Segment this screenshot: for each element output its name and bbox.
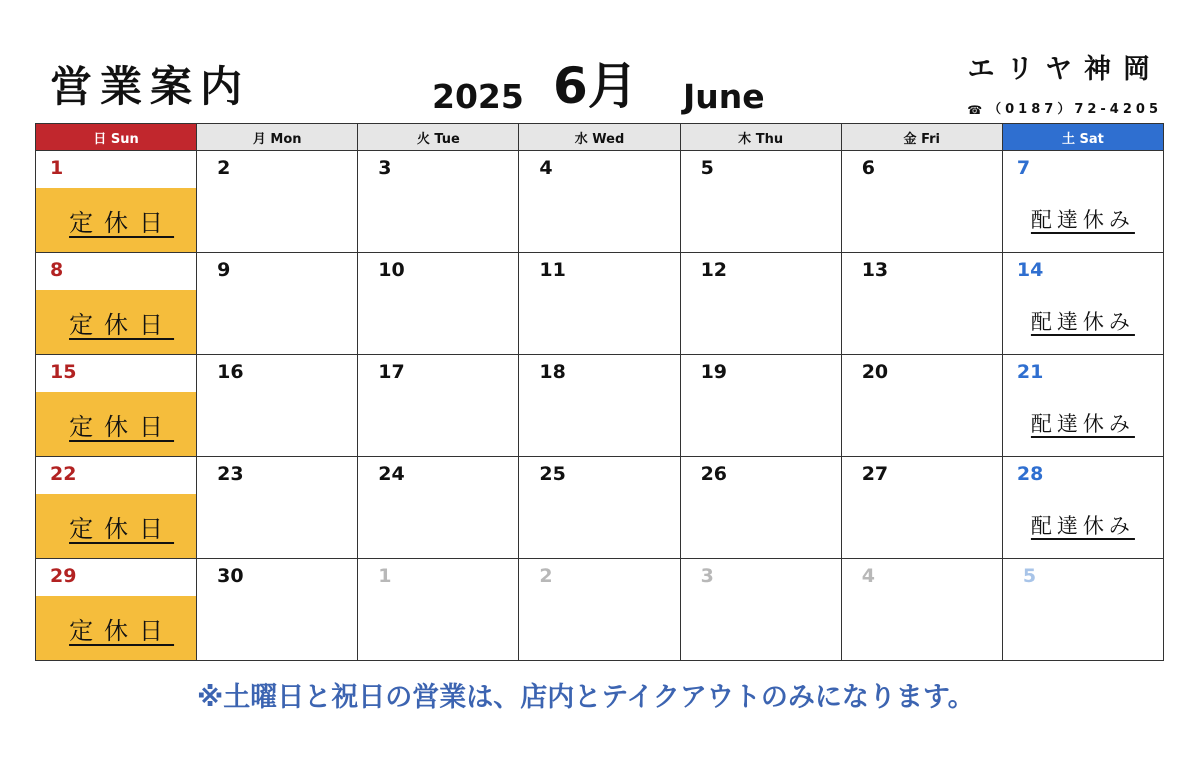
week-row	[36, 253, 1164, 355]
footnote: ※土曜日と祝日の営業は、店内とテイクアウトのみになります。	[197, 682, 975, 713]
phone-info	[967, 103, 1162, 116]
day-number: 28	[1016, 463, 1044, 485]
day-number: 18	[539, 361, 566, 383]
closed-label: 定休日	[69, 616, 175, 645]
day-number: 19	[700, 361, 728, 383]
week-row	[36, 151, 1164, 253]
day-number: 22	[50, 463, 77, 485]
day-number: 9	[217, 259, 231, 281]
day-cell	[519, 355, 680, 457]
day-cell	[519, 253, 680, 355]
day-number: 26	[700, 463, 728, 485]
day-cell	[36, 457, 197, 559]
week-row	[36, 559, 1164, 661]
day-cell	[1002, 457, 1163, 559]
day-number: 20	[861, 361, 889, 383]
store-name: エリヤ神岡	[967, 54, 1162, 85]
day-number: 29	[50, 565, 77, 587]
day-cell	[1002, 559, 1163, 661]
month-english-label: June	[683, 77, 765, 116]
day-number: 11	[539, 259, 566, 281]
day-cell	[680, 559, 841, 661]
day-number-next-month: 2	[539, 565, 553, 587]
closed-label: 定休日	[69, 412, 175, 441]
day-cell	[197, 253, 358, 355]
week-row	[36, 355, 1164, 457]
day-number: 23	[217, 463, 244, 485]
month-label: 6月	[553, 57, 638, 115]
day-number: 13	[861, 259, 889, 281]
day-cell	[841, 253, 1002, 355]
day-number: 7	[1016, 157, 1031, 179]
day-number-next-month: 5	[1022, 565, 1037, 587]
weekday-mon: 月 Mon	[197, 124, 358, 151]
delivery-closed-note: 配達休み	[1030, 412, 1135, 436]
day-number: 21	[1016, 361, 1044, 383]
weekday-tue: 火 Tue	[358, 124, 519, 151]
delivery-closed-note: 配達休み	[1030, 208, 1135, 232]
day-cell	[36, 151, 197, 253]
day-number-next-month: 4	[861, 565, 875, 587]
day-cell	[519, 151, 680, 253]
day-number: 6	[861, 157, 875, 179]
day-cell	[358, 253, 519, 355]
day-cell	[36, 253, 197, 355]
day-number: 2	[217, 157, 231, 179]
day-cell	[680, 457, 841, 559]
day-cell	[36, 559, 197, 661]
closed-day-badge	[36, 290, 196, 354]
closed-label: 定休日	[69, 310, 175, 339]
calendar-grid	[35, 123, 1164, 661]
day-number: 15	[50, 361, 77, 383]
day-cell	[197, 151, 358, 253]
day-cell	[841, 355, 1002, 457]
weekday-wed: 水 Wed	[519, 124, 680, 151]
day-cell	[358, 151, 519, 253]
day-cell	[197, 355, 358, 457]
closed-label: 定休日	[69, 514, 175, 543]
day-number: 12	[700, 259, 728, 281]
closed-day-badge	[36, 596, 196, 660]
weekday-header-row	[36, 124, 1164, 151]
weekday-fri: 金 Fri	[841, 124, 1002, 151]
day-cell	[1002, 355, 1163, 457]
page-title: 営業案内	[50, 62, 251, 111]
phone-icon: ☎	[967, 102, 983, 117]
day-number-next-month: 3	[700, 565, 714, 587]
phone-number: （0187）72-4205	[988, 102, 1162, 117]
weekday-sat: 土 Sat	[1002, 124, 1163, 151]
day-cell	[519, 559, 680, 661]
day-cell	[358, 559, 519, 661]
delivery-closed-note: 配達休み	[1030, 310, 1135, 334]
day-number: 1	[50, 157, 64, 179]
day-cell	[1002, 253, 1163, 355]
day-number: 10	[378, 259, 405, 281]
day-number: 27	[861, 463, 889, 485]
day-number-next-month: 1	[378, 565, 392, 587]
day-cell	[680, 151, 841, 253]
day-number: 4	[539, 157, 553, 179]
year-label: 2025	[432, 77, 524, 116]
day-cell	[680, 355, 841, 457]
day-cell	[519, 457, 680, 559]
weekday-thu: 木 Thu	[680, 124, 841, 151]
day-cell	[841, 457, 1002, 559]
day-number: 25	[539, 463, 566, 485]
closed-label: 定休日	[69, 208, 175, 237]
day-cell	[680, 253, 841, 355]
closed-day-badge	[36, 494, 196, 558]
day-number: 5	[700, 157, 714, 179]
week-row	[36, 457, 1164, 559]
day-number: 14	[1016, 259, 1044, 281]
day-number: 30	[217, 565, 244, 587]
day-cell	[197, 457, 358, 559]
day-cell	[358, 457, 519, 559]
day-number: 8	[50, 259, 64, 281]
day-cell	[841, 151, 1002, 253]
day-number: 3	[378, 157, 392, 179]
day-number: 17	[378, 361, 405, 383]
closed-day-badge	[36, 392, 196, 456]
day-cell	[841, 559, 1002, 661]
day-cell	[36, 355, 197, 457]
closed-day-badge	[36, 188, 196, 252]
day-number: 16	[217, 361, 244, 383]
weekday-sun: 日 Sun	[36, 124, 197, 151]
day-cell	[358, 355, 519, 457]
delivery-closed-note: 配達休み	[1030, 514, 1135, 538]
day-cell	[197, 559, 358, 661]
day-number: 24	[378, 463, 405, 485]
day-cell	[1002, 151, 1163, 253]
